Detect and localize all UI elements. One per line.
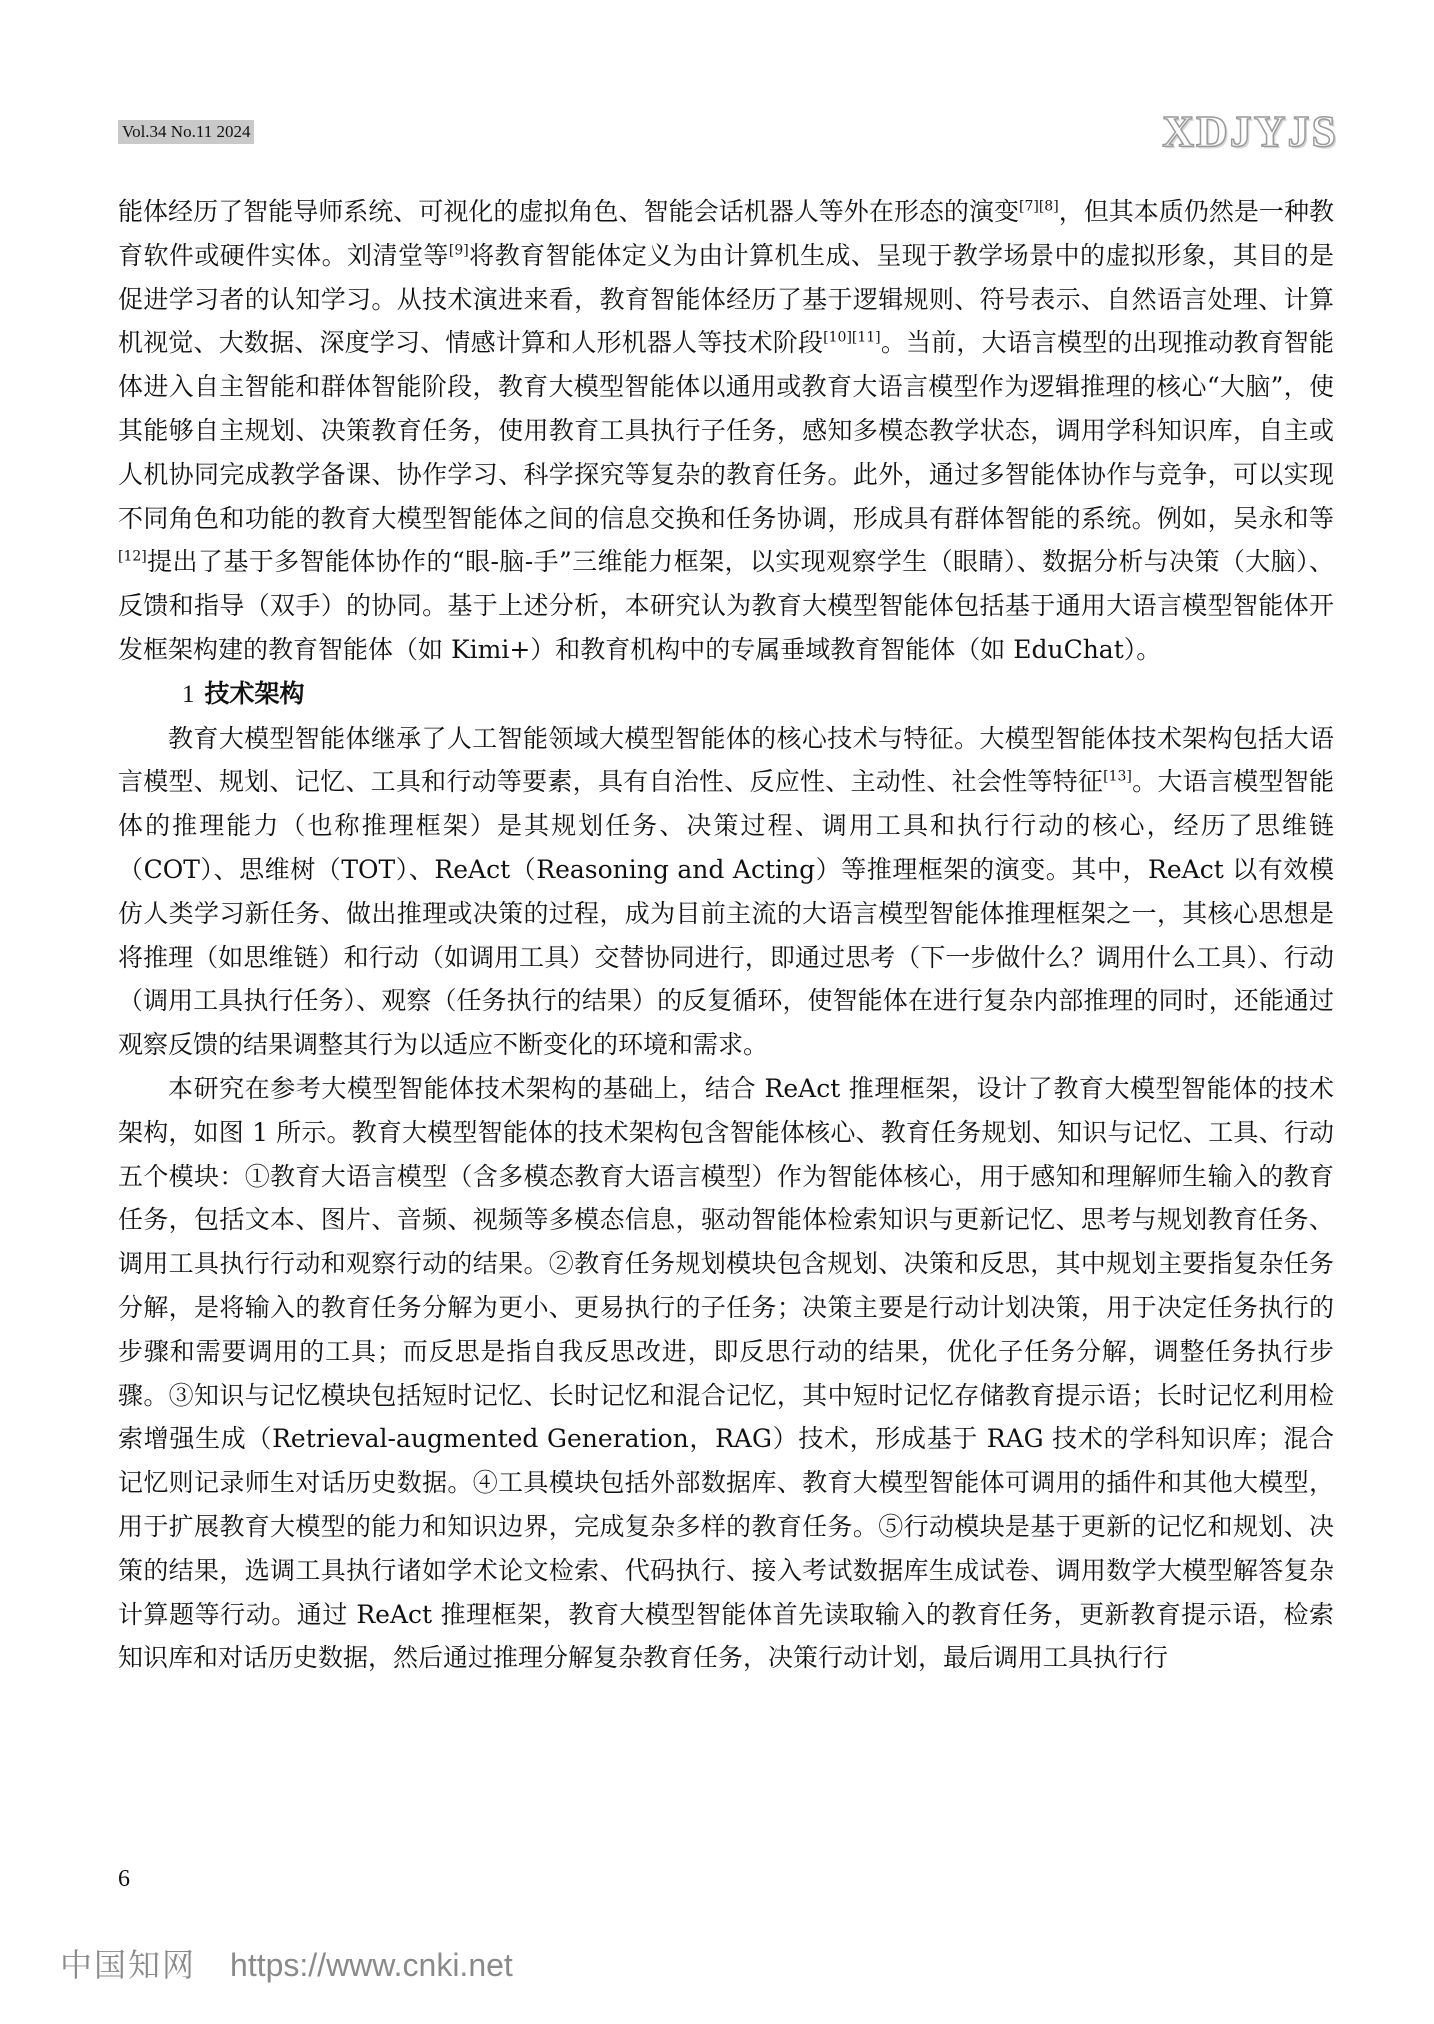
- journal-logo: XDJYJS: [1162, 107, 1338, 156]
- cnki-watermark: [60, 1940, 513, 1986]
- text-run: ，但其本质仍然是一种教育软件或硬件实体。刘清堂等: [118, 197, 1334, 270]
- text-run: 提出了基于多智能体协作的“眼-脑-手”三维能力框架，以实现观察学生（眼睛）、数据分析与决策（大脑）、反馈和指导（双手）的协同。基于上述分析，本研究认为教育大模型智能体包括基于通用大语言模型智能体开发框架构建的教育智能体（如 Kimi+）和教育机构中的专属垂域教育智能体（如 EduChat）。: [118, 547, 1334, 664]
- text-run: 。大语言模型智能体的推理能力（也称推理框架）是其规划任务、决策过程、调用工具和执行行动的核心，经历了思维链（COT）、思维树（TOT）、ReAct（Reasoning and Acting）等推理框架的演变。其中，ReAct 以有效模仿人类学习新任务、做出推理或决策的过程，成为目前主流的大语言模型智能体推理框架之一，其核心思想是将推理（如思维链）和行动（如调用工具）交替协同进行，即通过思考（下一步做什么？调用什么工具）、行动（调用工具执行任务）、观察（任务执行的结果）的反复循环，使智能体在进行复杂内部推理的同时，还能通过观察反馈的结果调整其行为以适应不断变化的环境和需求。: [118, 767, 1334, 1060]
- paragraph-continuation: [118, 190, 1334, 672]
- paragraph-architecture-intro: [118, 717, 1334, 1067]
- watermark-brand: 中国知网: [60, 1946, 197, 1984]
- citation-ref: [7][8]: [1019, 198, 1059, 215]
- article-body: [118, 190, 1334, 1680]
- section-number: 1: [182, 680, 195, 708]
- text-run: 。当前，大语言模型的出现推动教育智能体进入自主智能和群体智能阶段，教育大模型智能体以通用或教育大语言模型作为逻辑推理的核心“大脑”，使其能够自主规划、决策教育任务，使用教育工具执行子任务，感知多模态教学状态，调用学科知识库，自主或人机协同完成教学备课、协作学习、科学探究等复杂的教育任务。此外，通过多智能体协作与竞争，可以实现不同角色和功能的教育大模型智能体之间的信息交换和任务协调，形成具有群体智能的系统。例如，吴永和等: [118, 328, 1334, 533]
- text-run: 能体经历了智能导师系统、可视化的虚拟角色、智能会话机器人等外在形态的演变: [118, 197, 1019, 226]
- citation-ref: [12]: [118, 549, 147, 566]
- section-heading: [118, 672, 1334, 717]
- paragraph-architecture-design: 本研究在参考大模型智能体技术架构的基础上，结合 ReAct 推理框架，设计了教育大模型智能体的技术架构，如图 1 所示。教育大模型智能体的技术架构包含智能体核心、教育任务规划、知识与记忆、工具、行动五个模块：①教育大语言模型（含多模态教育大语言模型）作为智能体核心，用于感知和理解师生输入的教育任务，包括文本、图片、音频、视频等多模态信息，驱动智能体检索知识与更新记忆、思考与规划教育任务、调用工具执行行动和观察行动的结果。②教育任务规划模块包含规划、决策和反思，其中规划主要指复杂任务分解，是将输入的教育任务分解为更小、更易执行的子任务；决策主要是行动计划决策，用于决定任务执行的步骤和需要调用的工具；而反思是指自我反思改进，即反思行动的结果，优化子任务分解，调整任务执行步骤。③知识与记忆模块包括短时记忆、长时记忆和混合记忆，其中短时记忆存储教育提示语；长时记忆利用检索增强生成（Retrieval-augmented Generation，RAG）技术，形成基于 RAG 技术的学科知识库；混合记忆则记录师生对话历史数据。④工具模块包括外部数据库、教育大模型智能体可调用的插件和其他大模型，用于扩展教育大模型的能力和知识边界，完成复杂多样的教育任务。⑤行动模块是基于更新的记忆和规划、决策的结果，选调工具执行诸如学术论文检索、代码执行、接入考试数据库生成试卷、调用数学大模型解答复杂计算题等行动。通过 ReAct 推理框架，教育大模型智能体首先读取输入的教育任务，更新教育提示语，检索知识库和对话历史数据，然后通过推理分解复杂教育任务，决策行动计划，最后调用工具执行行: [118, 1073, 1334, 1673]
- text-run: 将教育智能体定义为由计算机生成、呈现于教学场景中的虚拟形象，其目的是促进学习者的认知学习。从技术演进来看，教育智能体经历了基于逻辑规则、符号表示、自然语言处理、计算机视觉、大数据、深度学习、情感计算和人形机器人等技术阶段: [118, 240, 1334, 358]
- citation-ref: [10][11]: [823, 330, 881, 347]
- text-run: 教育大模型智能体继承了人工智能领域大模型智能体的核心技术与特征。大模型智能体技术架构包括大语言模型、规划、记忆、工具和行动等要素，具有自治性、反应性、主动性、社会性等特征: [118, 723, 1334, 797]
- page-number: 6: [118, 1866, 130, 1892]
- section-title: 技术架构: [204, 678, 305, 708]
- watermark-url: https://www.cnki.net: [230, 1947, 513, 1983]
- citation-ref: [13]: [1103, 769, 1132, 786]
- journal-volume-label: Vol.34 No.11 2024: [118, 120, 254, 144]
- citation-ref: [9]: [448, 242, 469, 259]
